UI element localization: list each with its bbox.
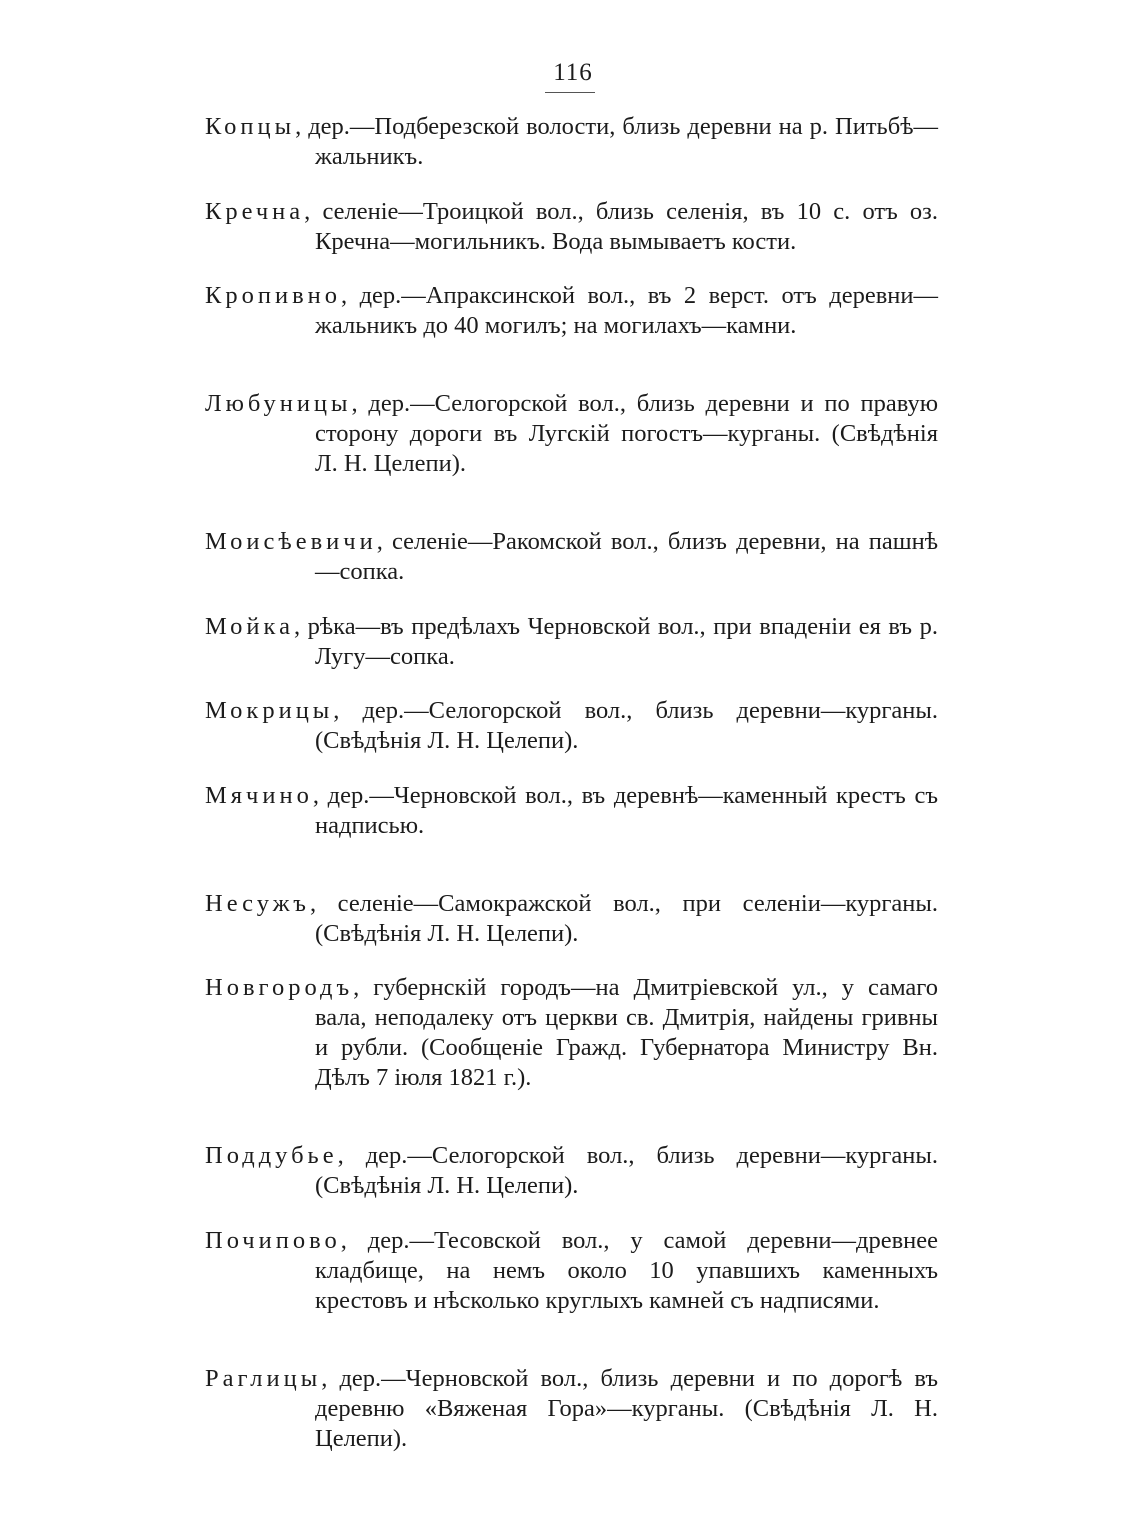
entry-body: , дер.—Селогорской вол., близь деревни—курганы. (Свѣдѣнія Л. Н. Целепи). (315, 1142, 938, 1199)
entry (205, 527, 938, 587)
entry-head: Несужъ (205, 889, 310, 917)
entry-head: Поддубье (205, 1142, 338, 1169)
entry-group-n (205, 889, 938, 1094)
page-number: 116 (553, 59, 593, 86)
entry (205, 1364, 938, 1454)
entry-head: Мойка (205, 612, 294, 640)
entry-head: Раглицы (205, 1364, 322, 1392)
entry-head: Кропивно (205, 282, 341, 309)
entry-body: , дер.—Черновской вол., близь деревни и по дорогѣ въ деревню «Вяженая Гора»—курганы. (Свѣдѣнія Л. Н. Целепи). (315, 1364, 938, 1452)
entry-body: , селеніе—Самокражской вол., при селеніи—курганы. (Свѣдѣнія Л. Н. Целепи). (309, 889, 938, 947)
entry-head: Копцы (205, 113, 296, 140)
entry-head: Новгородъ (205, 974, 354, 1001)
entry-head: Мокрицы (205, 697, 334, 724)
entry (205, 112, 938, 172)
entry (205, 696, 938, 756)
entry-head: Моисѣевичи (205, 528, 377, 555)
entry-list (205, 112, 938, 1502)
entry (205, 1226, 938, 1316)
entry-head: Любуницы (205, 390, 352, 417)
entry-body: , дер.—Апраксинской вол., въ 2 верст. отъ деревни—жальникъ до 40 могилъ; на могилахъ—камни. (315, 282, 938, 339)
entry-head: Кречна (205, 197, 305, 225)
entry-group-l (205, 389, 938, 479)
entry (205, 781, 938, 841)
entry (205, 889, 938, 949)
entry-body: , дер.—Подберезской волости, близь деревни на р. Питьбѣ—жальникъ. (295, 113, 938, 170)
entry (205, 197, 938, 257)
entry-group-p (205, 1141, 938, 1316)
entry (205, 281, 938, 341)
entry (205, 1141, 938, 1201)
entry-body: , дер.—Тесовской вол., у самой деревни—древнее кладбище, на немъ около 10 упавшихъ каменныхъ крестовъ и нѣсколько круглыхъ камней съ надписями. (315, 1226, 938, 1314)
entry-body: , рѣка—въ предѣлахъ Черновской вол., при впаденіи ея въ р. Лугу—сопка. (293, 612, 938, 670)
entry-group-k (205, 112, 938, 341)
entry (205, 612, 938, 672)
entry-body: , селеніе—Ракомской вол., близъ деревни, на пашнѣ—сопка. (315, 528, 938, 585)
entry-group-m (205, 527, 938, 841)
entry-body: , селеніе—Троицкой вол., близь селенія, въ 10 с. отъ оз. Кречна—могильникъ. Вода вымываетъ кости. (304, 197, 938, 255)
page-number-rule (545, 92, 595, 93)
entry-head: Мячино (205, 781, 313, 809)
entry (205, 973, 938, 1093)
entry-body: , дер.—Селогорской вол., близь деревни и по правую сторону дороги въ Лугскій погостъ—курганы. (Свѣдѣнія Л. Н. Целепи). (315, 390, 938, 477)
entry-body: , дер.—Черновской вол., въ деревнѣ—каменный крестъ съ надписью. (312, 781, 938, 839)
entry-body: , губернскій городъ—на Дмитріевской ул., у самаго вала, неподалеку отъ церкви св. Дмитрія, найдены гривны и рубли. (Сообщеніе Гражд. Губернатора Министру Вн. Дѣлъ 7 іюля 1821 г.). (315, 974, 938, 1091)
entry-body: , дер.—Селогорской вол., близь деревни—курганы. (Свѣдѣнія Л. Н. Целепи). (315, 697, 938, 754)
entry (205, 389, 938, 479)
entry-group-r (205, 1364, 938, 1454)
entry-head: Почипово (205, 1226, 341, 1254)
